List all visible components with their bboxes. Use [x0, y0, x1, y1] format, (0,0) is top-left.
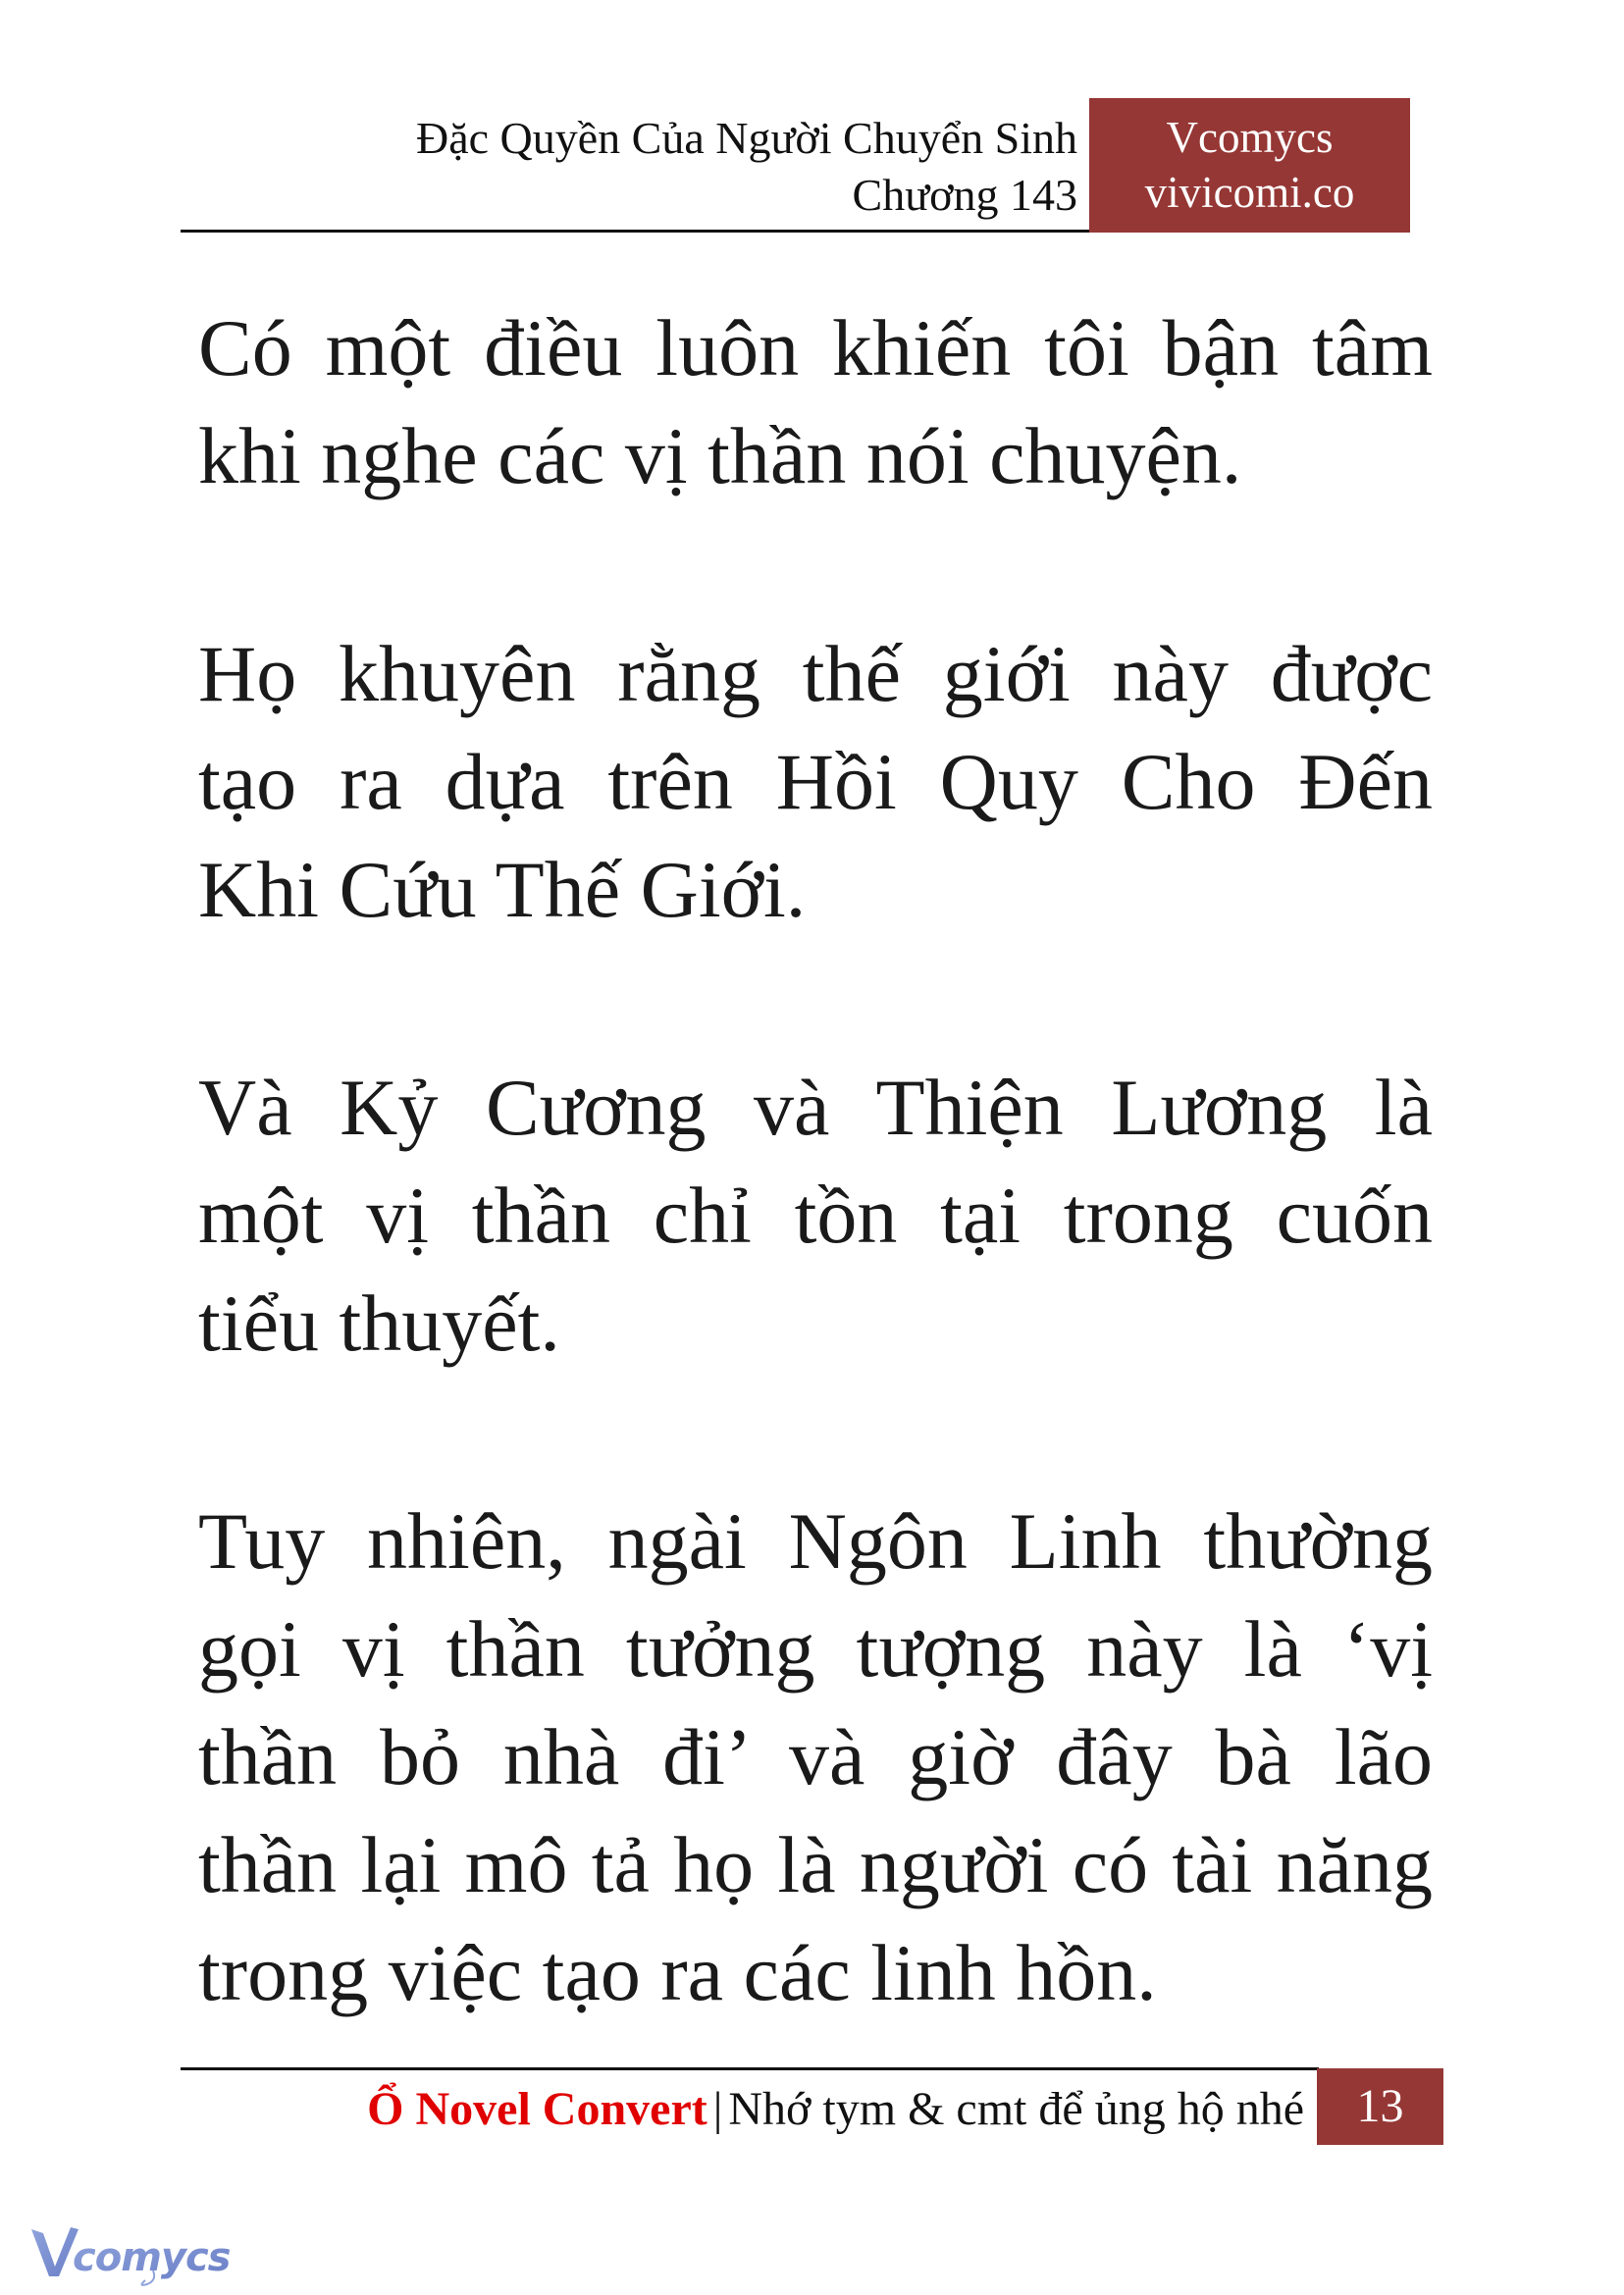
svg-text:comycs: comycs	[73, 2235, 231, 2280]
footer-divider	[181, 2067, 1319, 2070]
brand-name: Vcomycs	[1166, 113, 1334, 162]
footer-separator: |	[712, 2083, 723, 2135]
text-line: Khi Cứu Thế Giới.	[198, 845, 807, 934]
paragraph-3	[198, 1054, 1433, 1378]
footer-brand: Ổ Novel Convert	[367, 2083, 707, 2135]
text-line: Tuy nhiên, ngài Ngôn Linh thường	[198, 1496, 1433, 1586]
paragraph-4	[198, 1487, 1433, 2027]
footer-message: Nhớ tym & cmt để ủng hộ nhé	[728, 2083, 1304, 2135]
header-divider	[181, 230, 1091, 233]
chapter-number: Chương 143	[852, 170, 1077, 220]
page-content	[198, 294, 1433, 2137]
paragraph-1	[198, 294, 1433, 510]
footer-credit	[367, 2082, 1304, 2137]
text-line: tiểu thuyết.	[198, 1278, 560, 1368]
text-line: tạo ra dựa trên Hồi Quy Cho Đến	[198, 737, 1433, 826]
novel-title: Đặc Quyền Của Người Chuyển Sinh	[415, 113, 1077, 163]
text-line: Và Kỷ Cương và Thiện Lương là	[198, 1063, 1433, 1152]
text-line: khi nghe các vị thần nói chuyện.	[198, 411, 1242, 500]
chapter-header	[416, 110, 1077, 224]
text-line: thần lại mô tả họ là người có tài năng	[198, 1820, 1433, 1909]
brand-badge	[1089, 98, 1410, 233]
page-number: 13	[1317, 2068, 1443, 2145]
text-line: gọi vị thần tưởng tượng này là ‘vị	[198, 1604, 1433, 1694]
text-line: Họ khuyên rằng thế giới này được	[198, 629, 1433, 718]
brand-url: vivicomi.co	[1144, 168, 1355, 217]
paragraph-2	[198, 620, 1433, 944]
text-line: trong việc tạo ra các linh hồn.	[198, 1928, 1157, 2017]
text-line: thần bỏ nhà đi’ và giờ đây bà lão	[198, 1712, 1433, 1801]
text-line: một vị thần chỉ tồn tại trong cuốn	[198, 1171, 1433, 1260]
text-line: Có một điều luôn khiến tôi bận tâm	[198, 303, 1433, 392]
vcomycs-logo-icon	[27, 2219, 243, 2288]
